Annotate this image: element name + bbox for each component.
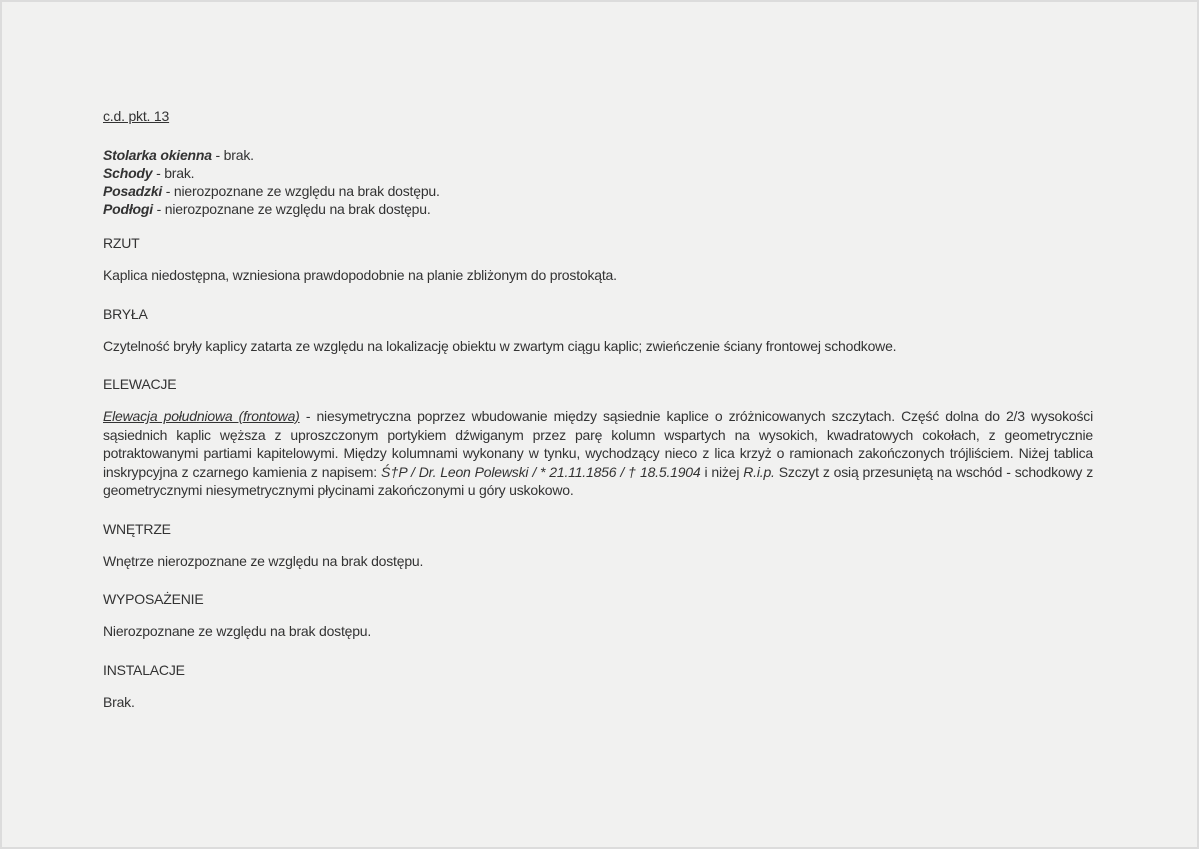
paragraph-bryla: Czytelność bryły kaplicy zatarta ze względu na lokalizację obiektu w zwartym ciągu kaplic; zwieńczenie ściany frontowej schodkowe. (103, 337, 897, 354)
section-reference: c.d. pkt. 13 (103, 108, 170, 124)
list-item (103, 200, 1093, 218)
item-text: - brak. (211, 147, 254, 163)
elevation-text: Szczyt z osią przesuniętą na wschód - schodkowy z geometrycznymi niesymetrycznymi płycinami zakończonymi u góry uskokowo. (103, 463, 1093, 498)
heading-wyposazenie: WYPOSAŻENIE (103, 591, 204, 607)
heading-elewacje: ELEWACJE (103, 376, 177, 392)
paragraph-elewacje (103, 407, 1093, 500)
item-term: Stolarka okienna (103, 147, 212, 163)
item-text: - nierozpoznane ze względu na brak dostępu. (162, 183, 440, 199)
document-body (103, 108, 1093, 711)
elevation-term: Elewacja południowa (frontowa) (103, 408, 300, 424)
list-item (103, 182, 1093, 200)
paragraph-rzut: Kaplica niedostępna, wzniesiona prawdopodobnie na planie zbliżonym do prostokąta. (103, 267, 617, 283)
item-text: - brak. (152, 165, 195, 181)
feature-list (103, 146, 1093, 218)
paragraph-wyposazenie: Nierozpoznane ze względu na brak dostępu. (103, 623, 372, 639)
list-item (103, 164, 1093, 182)
paragraph-instalacje: Brak. (103, 693, 135, 710)
item-term: Schody (103, 165, 153, 181)
heading-wnetrze: WNĘTRZE (103, 520, 171, 537)
elevation-text: i niżej (700, 463, 744, 480)
heading-bryla: BRYŁA (103, 305, 148, 322)
inscription-text: Ś†P / Dr. Leon Polewski / * 21.11.1856 / † 18.5.1904 (380, 463, 701, 480)
item-term: Posadzki (103, 183, 163, 199)
heading-instalacje: INSTALACJE (103, 661, 185, 678)
list-item (103, 146, 1093, 164)
elevation-text: - niesymetryczna poprzez wbudowanie między sąsiednie kaplice o zróżnicowanych szczytach. Część dolna do 2/3 wysokości sąsiednich kaplic węższa z uproszczonym portykiem dźwiganym przez parę kolumn wspartych na wysokich, kwadratowych cokołach, z geometrycznie potraktowanymi partiami kapitelowymi. Między kolumnami wykonany w tynku, wychodzący nieco z lica krzyż o ramionach zakończonych trójliściem. Niżej tablica inskrypcyjna z czarnego kamienia z napisem: (103, 408, 1093, 480)
paragraph-wnetrze: Wnętrze nierozpoznane ze względu na brak dostępu. (103, 552, 424, 569)
item-text: - nierozpoznane ze względu na brak dostępu. (152, 201, 431, 217)
item-term: Podłogi (103, 201, 153, 217)
rip-text: R.i.p. (743, 463, 775, 480)
heading-rzut: RZUT (103, 235, 140, 251)
